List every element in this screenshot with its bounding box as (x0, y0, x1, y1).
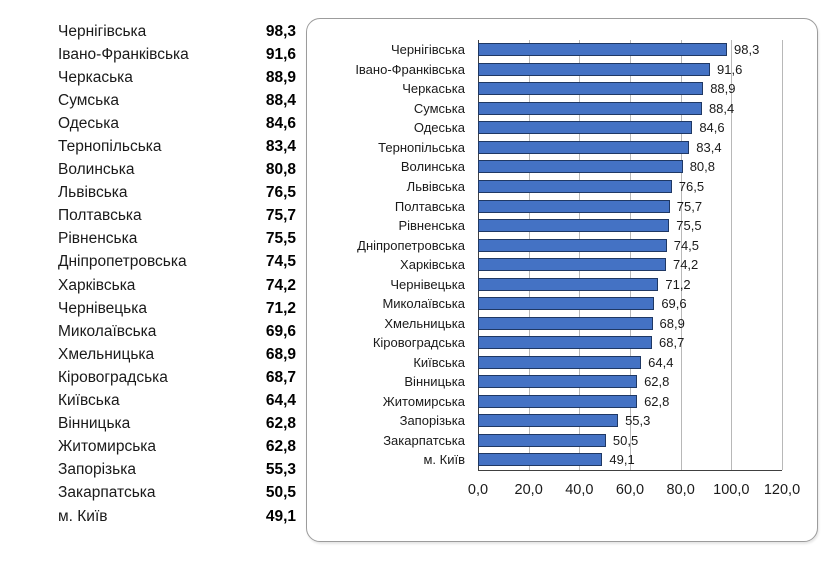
category-label: Хмельницька (384, 315, 465, 331)
chart-row (307, 138, 782, 158)
list-row (58, 66, 296, 89)
bar (478, 141, 689, 154)
list-row (58, 228, 296, 251)
bar-value-label: 84,6 (699, 120, 725, 136)
bar-track (478, 313, 782, 333)
bar-track (478, 255, 782, 275)
region-value: 62,8 (265, 415, 296, 433)
bar-value-label: 74,2 (672, 257, 699, 273)
region-value: 74,2 (265, 276, 296, 294)
x-tick-label: 120,0 (763, 482, 801, 498)
bar-value-label: 98,3 (734, 42, 760, 58)
region-name: Житомирська (58, 438, 157, 456)
chart-row (307, 118, 782, 138)
chart-row (307, 372, 782, 392)
chart-row (307, 177, 782, 197)
chart-row (307, 431, 782, 451)
list-row (58, 20, 296, 43)
chart-row (307, 40, 782, 60)
category-label: Житомирська (382, 393, 465, 409)
bar-track (478, 392, 782, 412)
region-name: Миколаївська (58, 322, 157, 340)
list-row (58, 390, 296, 413)
bar (478, 200, 670, 213)
region-value: 74,5 (265, 253, 296, 271)
region-name: Полтавська (58, 207, 142, 225)
bar (478, 375, 637, 388)
chart-row (307, 313, 782, 333)
bar-track (478, 294, 782, 314)
x-tick-label: 100,0 (713, 482, 750, 498)
category-label: Івано-Франківська (355, 61, 465, 77)
list-row (58, 43, 296, 66)
list-row (58, 274, 296, 297)
list-row (58, 89, 296, 112)
region-name: Чернівецька (58, 299, 147, 317)
category-label: Черкаська (402, 81, 465, 97)
region-name: Тернопільська (58, 138, 162, 156)
bar-value-label: 76,5 (678, 178, 705, 194)
list-row (58, 297, 296, 320)
category-label: м. Київ (423, 452, 465, 468)
chart-row (307, 333, 782, 353)
category-label: Дніпропетровська (357, 237, 465, 253)
list-row (58, 159, 296, 182)
bar (478, 434, 606, 447)
x-tick-label: 80,0 (666, 482, 695, 498)
chart-row (307, 294, 782, 314)
region-value: 88,9 (265, 68, 296, 86)
bar-value-label: 75,7 (676, 198, 703, 214)
chart-rows (307, 40, 782, 470)
bar-track (478, 60, 782, 80)
bar-track (478, 216, 782, 236)
bar (478, 160, 683, 173)
bar-track (478, 450, 782, 470)
bar-value-label: 55,3 (625, 413, 651, 429)
region-name: Рівненська (58, 230, 138, 248)
list-row (58, 112, 296, 135)
bar-value-label: 88,9 (710, 81, 736, 97)
bar (478, 395, 637, 408)
bar-track (478, 177, 782, 197)
chart-row (307, 60, 782, 80)
bar (478, 356, 641, 369)
category-label: Кіровоградська (372, 335, 465, 351)
chart-row (307, 99, 782, 119)
bar (478, 102, 702, 115)
bar-value-label: 80,8 (689, 159, 715, 175)
region-name: Запорізька (58, 461, 136, 479)
chart-row (307, 79, 782, 99)
region-value: 50,5 (265, 484, 296, 502)
region-value: 55,3 (265, 461, 296, 479)
bar-track (478, 99, 782, 119)
category-label: Одеська (413, 120, 465, 136)
category-label: Вінницька (404, 374, 465, 390)
chart-row (307, 255, 782, 275)
list-row (58, 320, 296, 343)
bar-track (478, 79, 782, 99)
x-tick-label: 0,0 (467, 482, 489, 498)
list-row (58, 251, 296, 274)
region-value: 62,8 (265, 438, 296, 456)
category-label: Львівська (406, 178, 465, 194)
x-tick-label: 60,0 (615, 482, 645, 498)
list-row (58, 135, 296, 158)
chart-row (307, 274, 782, 294)
bar (478, 121, 692, 134)
list-row (58, 505, 296, 528)
list-row (58, 205, 296, 228)
category-label: Волинська (400, 159, 465, 175)
bar-track (478, 411, 782, 431)
region-name: Київська (58, 392, 120, 410)
bar (478, 278, 658, 291)
bar-track (478, 431, 782, 451)
region-value: 68,7 (265, 368, 296, 386)
bar-value-label: 91,6 (717, 61, 743, 77)
region-value: 84,6 (265, 114, 296, 132)
category-label: Тернопільська (378, 139, 465, 155)
region-value: 64,4 (265, 392, 296, 410)
bar (478, 317, 653, 330)
region-value: 68,9 (265, 345, 296, 363)
bar-value-label: 71,2 (665, 276, 691, 292)
bar-value-label: 83,4 (696, 139, 722, 155)
chart-row (307, 353, 782, 373)
x-axis (467, 478, 801, 500)
region-value: 49,1 (265, 507, 296, 525)
category-label: Закарпатська (383, 432, 465, 448)
bar-value-label: 74,5 (673, 237, 700, 253)
bar (478, 453, 602, 466)
bar-value-label: 62,8 (644, 393, 670, 409)
gridline (782, 40, 783, 470)
region-name: Хмельницька (58, 345, 155, 363)
chart-row (307, 411, 782, 431)
list-row (58, 459, 296, 482)
region-name: Закарпатська (58, 484, 156, 502)
bar-track (478, 333, 782, 353)
x-tick-label: 40,0 (565, 482, 594, 498)
bar-track (478, 157, 782, 177)
bar (478, 219, 669, 232)
bar (478, 63, 710, 76)
bar-track (478, 196, 782, 216)
region-value: 80,8 (265, 161, 296, 179)
bar-value-label: 64,4 (648, 354, 674, 370)
bar (478, 239, 667, 252)
bar-value-label: 68,7 (659, 335, 685, 351)
bar-track (478, 274, 782, 294)
region-name: Івано-Франківська (58, 45, 189, 63)
region-name: Львівська (58, 184, 128, 202)
bar (478, 414, 618, 427)
bar-chart-panel (306, 18, 818, 542)
bar-track (478, 353, 782, 373)
chart-row (307, 196, 782, 216)
bar-value-label: 50,5 (612, 432, 639, 448)
region-value: 98,3 (265, 22, 296, 40)
region-value-list (58, 20, 296, 528)
category-label: Київська (413, 354, 465, 370)
region-value: 71,2 (265, 299, 296, 317)
bar-value-label: 88,4 (708, 100, 735, 116)
category-label: Полтавська (394, 198, 465, 214)
region-value: 69,6 (265, 322, 296, 340)
bar (478, 336, 652, 349)
region-name: Харківська (58, 276, 136, 294)
region-name: Кіровоградська (58, 368, 168, 386)
bar (478, 297, 654, 310)
chart-row (307, 235, 782, 255)
category-label: Рівненська (398, 218, 465, 234)
bar-track (478, 40, 782, 60)
chart-row (307, 450, 782, 470)
bar (478, 43, 727, 56)
bar-track (478, 235, 782, 255)
category-label: Харківська (400, 257, 465, 273)
category-label: Чернівецька (390, 276, 465, 292)
bar-value-label: 69,6 (661, 296, 687, 312)
region-value: 75,5 (265, 230, 296, 248)
list-row (58, 182, 296, 205)
chart-row (307, 392, 782, 412)
bar-track (478, 138, 782, 158)
chart-row (307, 216, 782, 236)
region-value: 83,4 (265, 138, 296, 156)
category-label: Миколаївська (382, 296, 465, 312)
region-value: 88,4 (265, 91, 296, 109)
region-name: Сумська (58, 91, 119, 109)
list-row (58, 343, 296, 366)
region-name: м. Київ (58, 507, 108, 525)
list-row (58, 482, 296, 505)
bar (478, 180, 672, 193)
region-name: Дніпропетровська (58, 253, 187, 271)
category-label: Запорізька (399, 413, 465, 429)
bar (478, 82, 703, 95)
bar-track (478, 118, 782, 138)
region-name: Волинська (58, 161, 135, 179)
bar-value-label: 49,1 (609, 452, 635, 468)
region-value: 76,5 (265, 184, 296, 202)
list-row (58, 366, 296, 389)
category-label: Чернігівська (390, 42, 465, 58)
region-name: Одеська (58, 114, 119, 132)
bar-value-label: 62,8 (644, 374, 670, 390)
chart-row (307, 157, 782, 177)
list-row (58, 436, 296, 459)
region-name: Чернігівська (58, 22, 147, 40)
category-label: Сумська (413, 100, 465, 116)
bar-track (478, 372, 782, 392)
bar-value-label: 68,9 (659, 315, 685, 331)
region-name: Вінницька (58, 415, 131, 433)
bar (478, 258, 666, 271)
region-name: Черкаська (58, 68, 133, 86)
list-row (58, 413, 296, 436)
bar-value-label: 75,5 (676, 218, 702, 234)
region-value: 91,6 (265, 45, 296, 63)
region-value: 75,7 (265, 207, 296, 225)
x-tick-label: 20,0 (514, 482, 543, 498)
